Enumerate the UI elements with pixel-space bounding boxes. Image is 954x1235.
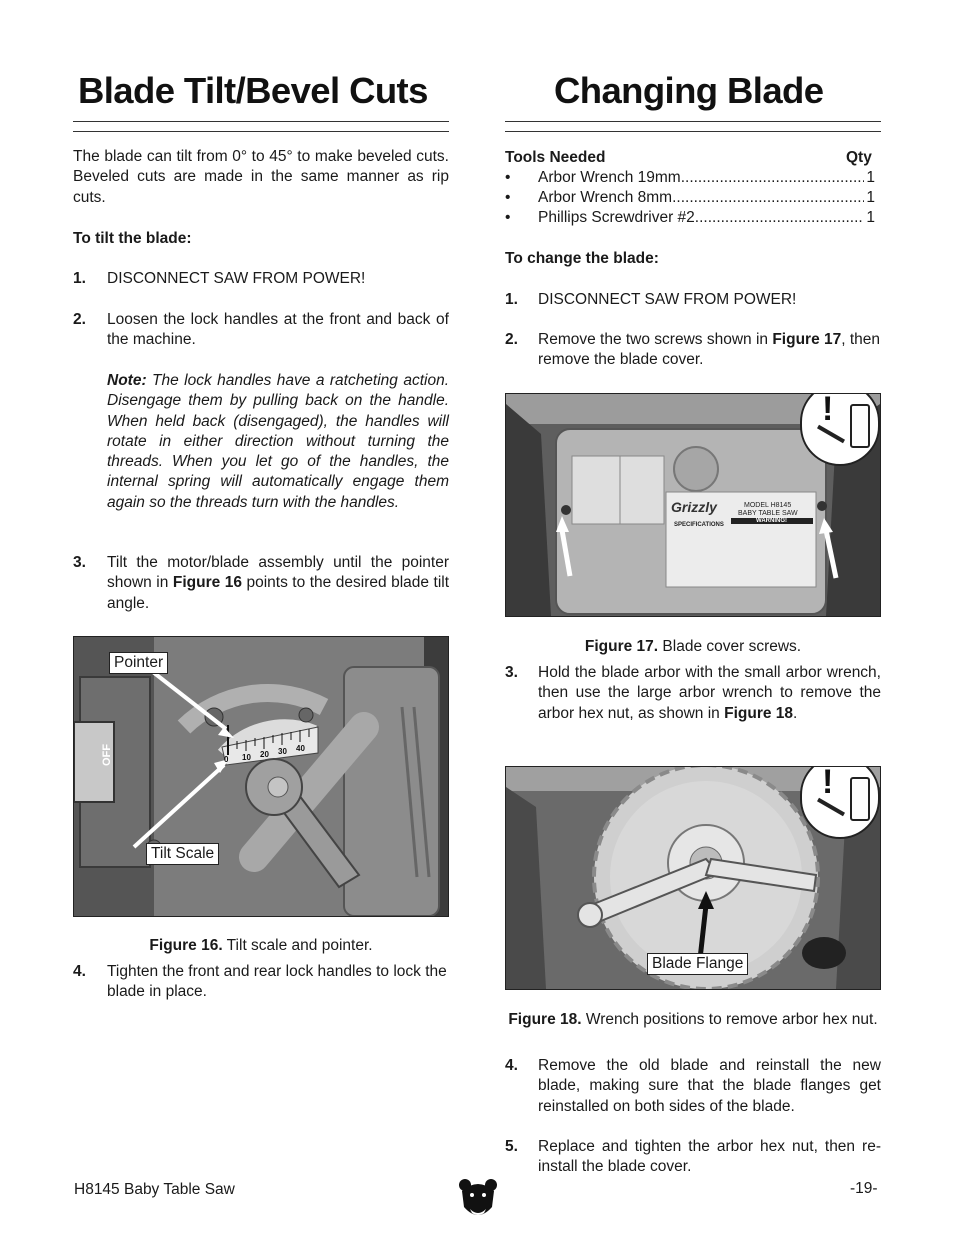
figure-17-caption: Figure 17. Blade cover screws. (584, 637, 802, 655)
title-rule-bottom (73, 131, 449, 132)
figure-16-photo (73, 636, 449, 917)
figure-ref[interactable]: Figure 18 (724, 704, 794, 722)
scale-tick-label: 30 (278, 747, 287, 756)
figure-16-caption: Figure 16. Tilt scale and pointer. (149, 936, 373, 954)
step-text: DISCONNECT SAW FROM POWER! (107, 270, 366, 287)
step-number: 4. (73, 963, 86, 980)
step-text: Loosen the lock handles at the front and back of the machine. (107, 311, 449, 349)
step-number: 1. (505, 291, 518, 308)
figure-18-photo (505, 766, 881, 990)
section-title-changing-blade: Changing Blade (554, 70, 824, 111)
model-plate-specs: SPECIFICATIONS (674, 522, 724, 528)
scale-tick-label: 40 (296, 744, 305, 753)
step-number: 3. (505, 664, 518, 681)
subhead-tilt: To tilt the blade: (73, 230, 192, 247)
step-number: 2. (73, 311, 86, 328)
note-paragraph (107, 371, 449, 513)
scale-tick-label: 0 (224, 755, 229, 764)
model-plate-line2: BABY TABLE SAW (738, 510, 798, 517)
off-switch-label: OFF (101, 744, 113, 766)
callout-blade-flange: Blade Flange (647, 953, 748, 975)
step-text: DISCONNECT SAW FROM POWER! (538, 291, 797, 308)
title-rule-bottom (505, 131, 881, 132)
step-text: Remove the two screws shown in Figure 17, then remove the blade cover. (538, 331, 881, 369)
scale-tick-label: 10 (242, 753, 251, 762)
step-text: Remove the old blade and reinstall the new blade, making sure that the blade flanges get reinstalled on both sides of the blade. (538, 1057, 881, 1115)
scale-tick-label: 20 (260, 750, 269, 759)
callout-pointer: Pointer (109, 652, 168, 674)
step-text: Tilt the motor/blade assembly until the pointer shown in Figure 16 points to the desired blade tilt angle. (107, 554, 450, 612)
intro-paragraph: The blade can tilt from 0° to 45° to make beveled cuts. Beveled cuts are made in the same manner as rip cuts. (73, 148, 449, 206)
note-text: The lock handles have a ratcheting action. Disengage them by pulling back on the handle. When held back (disengaged), the handles will rotate in either direction without turning the threads. When you let go of the handles, the internal spring will automatically engage them again so the threads turn with the handles. (107, 372, 449, 511)
grizzly-bear-logo-icon (458, 1177, 498, 1223)
tool-item: • Phillips Screwdriver #2 ..... 1 (505, 208, 875, 228)
step-number: 3. (73, 554, 86, 571)
figure-17-photo (505, 393, 881, 617)
step-text: Replace and tighten the arbor hex nut, then re-install the blade cover. (538, 1138, 881, 1176)
model-plate-line1: MODEL H8145 (744, 502, 792, 509)
figure-ref[interactable]: Figure 17 (772, 331, 842, 348)
footer-manual-title: H8145 Baby Table Saw (74, 1181, 235, 1198)
tilt-scale-illustration (74, 637, 448, 916)
tools-needed-header: Tools Needed (505, 149, 606, 166)
subhead-change: To change the blade: (505, 250, 659, 267)
title-rule-top (505, 121, 881, 122)
model-plate-warning: WARNING! (756, 518, 787, 524)
section-title-blade-tilt: Blade Tilt/Bevel Cuts (78, 70, 428, 111)
brand-logo: Grizzly (671, 499, 717, 515)
step-number: 1. (73, 270, 86, 287)
warning-plug-icon: ! (800, 766, 880, 839)
title-rule-top (73, 121, 449, 122)
figure-ref[interactable]: Figure 16 (172, 574, 242, 592)
tool-item: • Arbor Wrench 19mm ..... 1 (505, 168, 875, 188)
qty-header: Qty (846, 149, 872, 166)
step-number: 2. (505, 331, 518, 348)
figure-18-caption: Figure 18. Wrench positions to remove arbor hex nut. (508, 1010, 878, 1028)
note-label: Note: (107, 372, 147, 389)
tool-item: • Arbor Wrench 8mm ..... 1 (505, 188, 875, 208)
callout-tilt-scale: Tilt Scale (146, 843, 219, 865)
step-number: 4. (505, 1057, 518, 1074)
warning-plug-icon: ! (800, 393, 880, 466)
page-number: -19- (850, 1180, 878, 1197)
step-text: Tighten the front and rear lock handles to lock the blade in place. (107, 963, 447, 1001)
step-text: Hold the blade arbor with the small arbor wrench, then use the large arbor wrench to remove the arbor hex nut, as shown in Figure 18. (538, 664, 881, 722)
step-number: 5. (505, 1138, 518, 1155)
